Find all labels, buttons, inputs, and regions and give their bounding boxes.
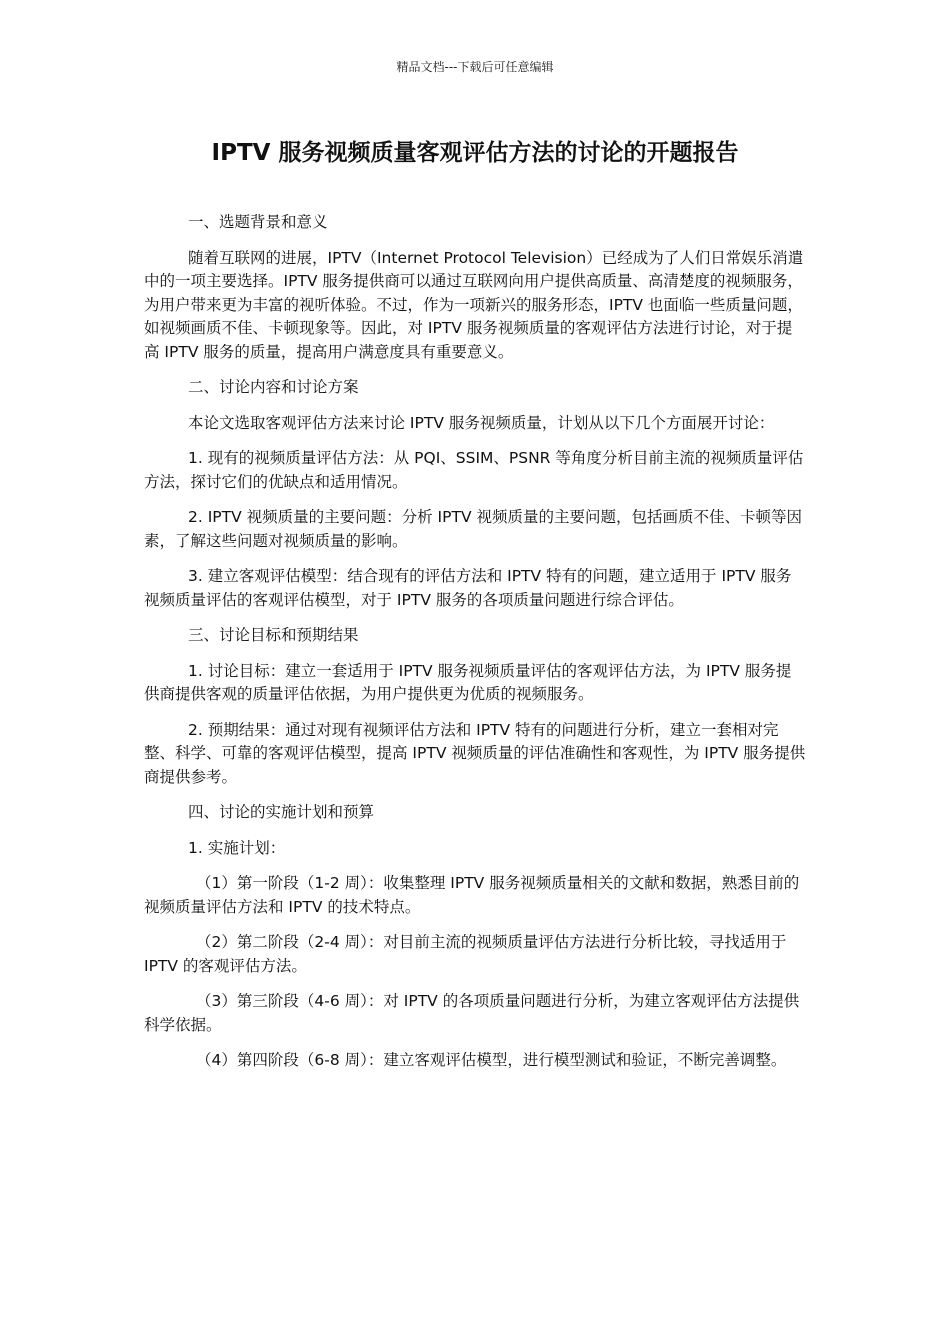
plan-stage-3: （3）第三阶段（4-6 周）：对 IPTV 的各项质量问题进行分析，为建立客观评估方法提供科学依据。 <box>144 992 800 1034</box>
list-item-plan: 1. 实施计划： <box>188 838 286 857</box>
list-item-content-3: 3. 建立客观评估模型：结合现有的评估方法和 IPTV 特有的问题，建立适用于 IPTV 服务视频质量评估的客观评估模型，对于 IPTV 服务的各项质量问题进行综合评估。 <box>144 567 792 609</box>
list-item-goals-2: 2. 预期结果：通过对现有视频评估方法和 IPTV 特有的问题进行分析，建立一套相对完整、科学、可靠的客观评估模型，提高 IPTV 视频质量的评估准确性和客观性，为 IPTV 服务提供商提供参考。 <box>144 720 806 786</box>
section-heading-content: 二、讨论内容和讨论方案 <box>188 378 359 396</box>
list-item-goals-1: 1. 讨论目标：建立一套适用于 IPTV 服务视频质量评估的客观评估方法，为 IPTV 服务提供商提供客观的质量评估依据，为用户提供更为优质的视频服务。 <box>144 661 792 703</box>
plan-stage-4: （4）第四阶段（6-8 周）：建立客观评估模型，进行模型测试和验证，不断完善调整。 <box>196 1051 787 1069</box>
list-item-content-1: 1. 现有的视频质量评估方法：从 PQI、SSIM、PSNR 等角度分析目前主流的视频质量评估方法，探讨它们的优缺点和适用情况。 <box>144 449 804 491</box>
paragraph-content-intro: 本论文选取客观评估方法来讨论 IPTV 服务视频质量，计划从以下几个方面展开讨论： <box>188 413 775 432</box>
section-heading-goals: 三、讨论目标和预期结果 <box>188 626 359 644</box>
plan-stage-2: （2）第二阶段（2-4 周）：对目前主流的视频质量评估方法进行分析比较，寻找适用于 IPTV 的客观评估方法。 <box>144 933 787 975</box>
paragraph-background: 随着互联网的进展，IPTV（Internet Protocol Television）已经成为了人们日常娱乐消遣中的一项主要选择。IPTV 服务提供商可以通过互联网向用户提供高质量、高清楚度的视频服务，为用户带来更为丰富的视听体验。不过，作为一项新兴的服务形态，IPTV 也面临一些质量问题，如视频画质不佳、卡顿现象等。因此，对 IPTV 服务视频质量的客观评估方法进行讨论，对于提高 IPTV 服务的质量，提高用户满意度具有重要意义。 <box>144 248 804 361</box>
document-title: IPTV 服务视频质量客观评估方法的讨论的开题报告 <box>211 140 739 166</box>
section-heading-background: 一、选题背景和意义 <box>188 213 328 231</box>
list-item-content-2: 2. IPTV 视频质量的主要问题：分析 IPTV 视频质量的主要问题，包括画质不佳、卡顿等因素，了解这些问题对视频质量的影响。 <box>144 508 802 550</box>
plan-stage-1: （1）第一阶段（1-2 周）：收集整理 IPTV 服务视频质量相关的文献和数据，熟悉目前的视频质量评估方法和 IPTV 的技术特点。 <box>144 874 800 916</box>
page-header: 精品文档---下载后可任意编辑 <box>396 60 554 74</box>
document-body <box>144 211 806 1085</box>
section-heading-plan: 四、讨论的实施计划和预算 <box>188 803 375 821</box>
